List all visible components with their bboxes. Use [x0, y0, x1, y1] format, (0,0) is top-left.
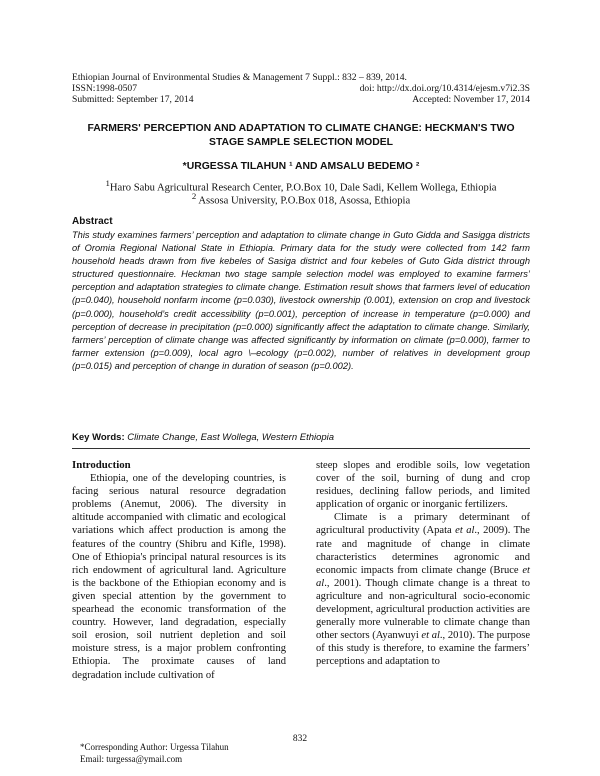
intro-paragraph-1: Ethiopia, one of the developing countries, is facing serious natural resource degradation problems (Anemut, 2006). The diversity in altitude accompanied with climatic and ecological variations which affect production is among the features of the country (Shibru and Kifle, 1998). One of Ethiopia's principal natural resources is its rich endowment of agricultural land. Agriculture is the backbone of the Ethiopian economy and is given special attention by the government to spearhead the economic transformation of the country. However, land degradation, especially soil erosion, soil nutrient depletion and soil moisture stress, is a major problem confronting Ethiopia. The proximate causes of land degradation include cultivation of — [72, 473, 286, 681]
author-email[interactable]: Email: turgessa@ymail.com — [80, 754, 183, 764]
affiliation-1: $^1$Haro Sabu Agricultural Research Center, P.O.Box 10, Dale Sadi, Kellem Wollega, Ethiopia — [105, 178, 497, 194]
column-left — [72, 459, 286, 682]
column-right — [316, 459, 530, 669]
running-header — [72, 72, 530, 105]
intro-paragraph-2: Climate is a primary determinant of agricultural productivity (Apata et al., 2009). The rate and magnitude of change in climate characteristics determines agronomic and economic impacts from climate change (Bruce et al., 2001). Though climate change is a threat to agriculture and non-agricultural socio-economic development, agricultural production activities are generally more vulnerable to climate change than other sectors (Ayanwuyi et al., 2010). The purpose of this study is therefore, to examine the farmers’ perceptions and adaptation to — [316, 512, 530, 668]
doi-link[interactable]: doi: http://dx.doi.org/10.4314/ejesm.v7i2.3S — [359, 83, 530, 94]
page-number: 832 — [292, 734, 308, 744]
footnote — [80, 741, 229, 765]
issn: ISSN:1998-0507 — [72, 83, 138, 94]
keywords — [72, 432, 530, 443]
journal-citation: Ethiopian Journal of Environmental Studies & Management 7 Suppl.: 832 – 839, 2014. — [72, 72, 407, 83]
section-divider — [72, 448, 530, 449]
author-list: *URGESSA TILAHUN ¹ AND AMSALU BEDEMO ² — [182, 161, 420, 172]
affiliation-2: $^2$ Assosa University, P.O.Box 018, Asossa, Ethiopia — [191, 191, 411, 207]
section-heading-introduction: Introduction — [72, 459, 131, 471]
paper-title: FARMERS' PERCEPTION AND ADAPTATION TO CLIMATE CHANGE: HECKMAN'S TWO STAGE SAMPLE SELECTION MODEL — [87, 123, 515, 148]
abstract-heading: Abstract — [72, 216, 113, 227]
intro-paragraph-1-continued: steep slopes and erodible soils, low vegetation cover of the soil, burning of dung and crop residues, declining fallow periods, and limited application of organic or inorganic fertilizers. — [316, 460, 530, 511]
accepted-date: Accepted: November 17, 2014 — [412, 94, 530, 105]
keywords-list: Climate Change, East Wollega, Western Ethiopia — [127, 432, 335, 443]
corresponding-author: *Corresponding Author: Urgessa Tilahun — [80, 742, 229, 752]
abstract-body: This study examines farmers’ perception and adaptation to climate change in Guto Gidda and Sasigga districts of Oromia Regional National State in Ethiopia. Primary data for the study were collected from 142 farm household heads drawn from five kebeles of Sasiga district and four kebeles of Guto Gida district through structured questionnaire. Heckman two stage sample selection model was employed to examine farmers’ perception and adaptation strategies to climate change. Estimation result shows that farmers level of education (p=0.040), household nonfarm income (p=0.030), livestock ownership (0.001), extension on crop and livestock (p=0.000), household’s credit accessibility (p=0.001), perception of increase in temperature (p=0.000) and perception of decrease in precipitation (p=0.000) significantly affect the adaptation to climate change. Similarly, farmers’ perception of climate change was affected significantly by information on climate (p=0.000), farmer to farmer extension (p=0.009), local agro \–ecology (p=0.002), number of relatives in development group (p=0.015) and perception of change in duration of season (p=0.002). — [72, 230, 530, 371]
keywords-label: Key Words: — [72, 432, 125, 443]
submitted-date: Submitted: September 17, 2014 — [72, 94, 194, 105]
